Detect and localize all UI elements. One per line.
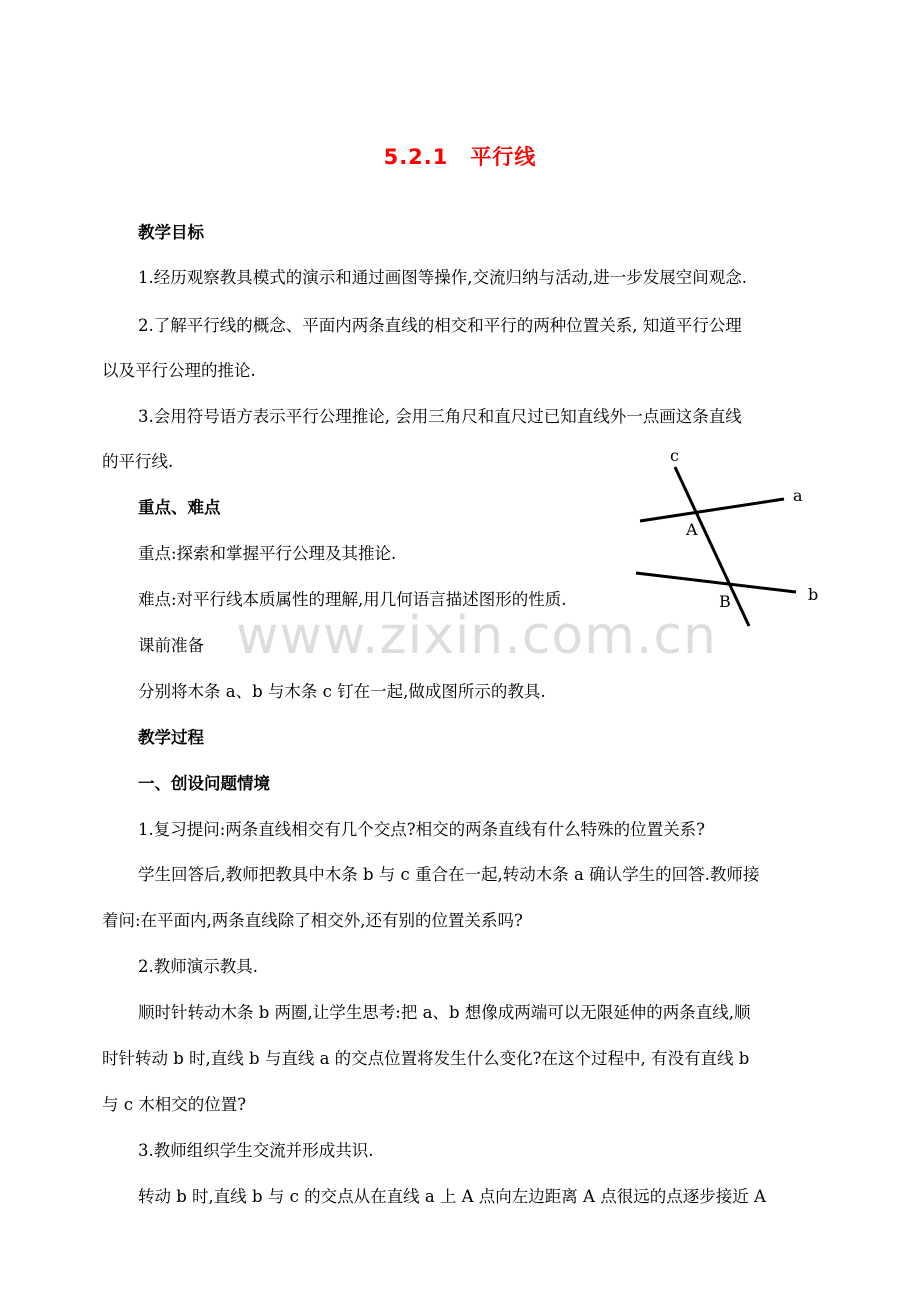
step-3: 3.教师组织学生交流并形成共识. <box>138 1141 374 1160</box>
difficult-point: 难点:对平行线本质属性的理解,用几何语言描述图形的性质. <box>138 590 567 609</box>
key-point: 重点:探索和掌握平行公理及其推论. <box>138 544 397 563</box>
step-3-detail: 转动 b 时,直线 b 与 c 的交点从在直线 a 上 A 点向左边距离 A 点很远的点逐步接近 A <box>138 1187 766 1206</box>
step-1-detail-cont: 着问:在平面内,两条直线除了相交外,还有别的位置关系吗? <box>102 911 523 930</box>
label-c: c <box>670 446 679 465</box>
goal-3-cont: 的平行线. <box>102 452 174 471</box>
goal-2: 2.了解平行线的概念、平面内两条直线的相交和平行的两种位置关系, 知道平行公理 <box>138 316 742 335</box>
step-2-detail-cont-2: 与 c 木相交的位置? <box>102 1095 247 1114</box>
line-c <box>675 467 749 626</box>
line-b <box>636 573 796 592</box>
section-title: 平行线 <box>470 145 537 169</box>
goal-2-cont: 以及平行公理的推论. <box>102 361 256 380</box>
goal-1: 1.经历观察教具模式的演示和通过画图等操作,交流归纳与活动,进一步发展空间观念. <box>138 268 747 287</box>
heading-section-1: 一、创设问题情境 <box>138 774 270 793</box>
step-2-detail-cont-1: 时针转动 b 时,直线 b 与直线 a 的交点位置将发生什么变化?在这个过程中, 有没有直线 b <box>102 1049 750 1068</box>
preparation-text: 分别将木条 a、b 与木条 c 钉在一起,做成图所示的教具. <box>138 682 546 701</box>
label-B: B <box>719 592 731 611</box>
label-b: b <box>808 585 819 604</box>
step-2: 2.教师演示教具. <box>138 957 258 976</box>
heading-preparation: 课前准备 <box>138 636 204 655</box>
line-a <box>640 499 784 521</box>
heading-teaching-process: 教学过程 <box>138 728 204 747</box>
step-1-detail: 学生回答后,教师把教具中木条 b 与 c 重合在一起,转动木条 a 确认学生的回答.教师接 <box>138 865 760 884</box>
label-A: A <box>686 520 698 539</box>
page-title <box>0 141 920 171</box>
label-a: a <box>793 486 803 505</box>
step-2-detail: 顺时针转动木条 b 两圈,让学生思考:把 a、b 想像成两端可以无限延伸的两条直线,顺 <box>138 1003 751 1022</box>
goal-3: 3.会用符号语方表示平行公理推论, 会用三角尺和直尺过已知直线外一点画这条直线 <box>138 407 742 426</box>
step-1: 1.复习提问:两条直线相交有几个交点?相交的两条直线有什么特殊的位置关系? <box>138 820 705 839</box>
heading-teaching-goals: 教学目标 <box>138 223 204 242</box>
section-number: 5.2.1 <box>383 145 449 169</box>
watermark: www.zixin.com.cn <box>236 606 717 666</box>
heading-key-points: 重点、难点 <box>138 498 221 517</box>
